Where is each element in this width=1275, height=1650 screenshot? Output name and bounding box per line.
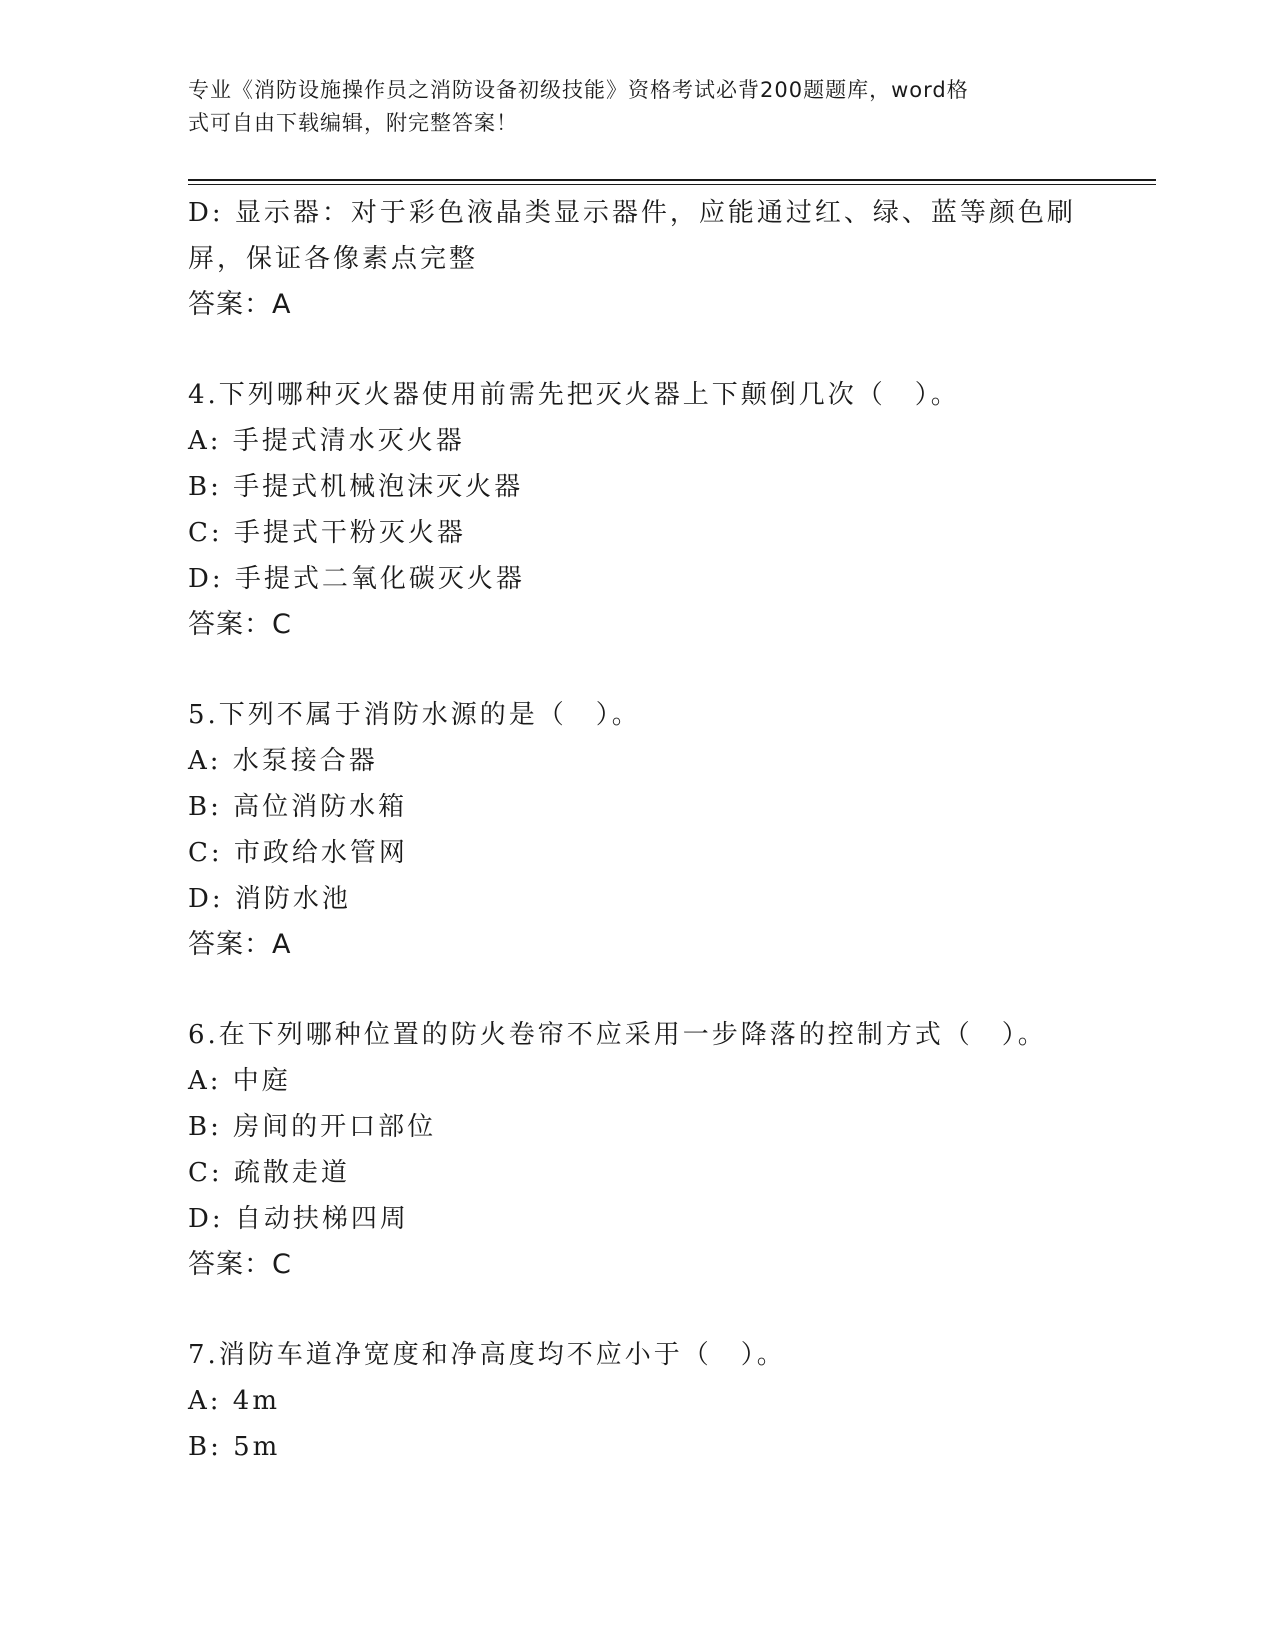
- header-line-2: 式可自由下载编辑，附完整答案！: [188, 111, 518, 135]
- document-header: [188, 74, 1068, 140]
- option-b: B: 高位消防水箱: [188, 792, 408, 822]
- question-title: 4.下列哪种灭火器使用前需先把灭火器上下颠倒几次（ ）。: [188, 380, 960, 410]
- question-7: [188, 1332, 1088, 1470]
- answer-label: 答案：A: [188, 929, 292, 960]
- option-d: D: 自动扶梯四周: [188, 1204, 409, 1234]
- question-list: [188, 190, 1088, 1470]
- question-6: [188, 1012, 1088, 1288]
- answer-label: 答案：C: [188, 609, 292, 640]
- answer-label: 答案：A: [188, 289, 292, 320]
- previous-question-tail: [188, 190, 1088, 328]
- header-divider-thin: [188, 184, 1156, 185]
- option-d: D: 消防水池: [188, 884, 351, 914]
- option-a: A: 中庭: [188, 1066, 291, 1096]
- option-b: B: 房间的开口部位: [188, 1112, 437, 1142]
- option-d-line-1: D: 显示器：对于彩色液晶类显示器件，应能通过红、绿、蓝等颜色刷: [188, 198, 1076, 228]
- header-divider-thick: [188, 179, 1156, 181]
- header-line-1: 专业《消防设施操作员之消防设备初级技能》资格考试必背200题题库，word格: [188, 78, 969, 102]
- option-c: C: 疏散走道: [188, 1158, 350, 1188]
- question-title: 7.消防车道净宽度和净高度均不应小于（ ）。: [188, 1340, 786, 1370]
- answer-label: 答案：C: [188, 1249, 292, 1280]
- option-b: B: 5m: [188, 1432, 281, 1462]
- question-4: [188, 372, 1088, 648]
- question-title: 6.在下列哪种位置的防火卷帘不应采用一步降落的控制方式（ ）。: [188, 1020, 1047, 1050]
- option-a: A: 4m: [188, 1386, 280, 1416]
- option-a: A: 水泵接合器: [188, 746, 378, 776]
- option-b: B: 手提式机械泡沫灭火器: [188, 472, 524, 502]
- option-d-line-2: 屏，保证各像素点完整: [188, 244, 479, 274]
- option-c: C: 市政给水管网: [188, 838, 408, 868]
- question-title: 5.下列不属于消防水源的是（ ）。: [188, 700, 641, 730]
- option-d: D: 手提式二氧化碳灭火器: [188, 564, 525, 594]
- option-c: C: 手提式干粉灭火器: [188, 518, 466, 548]
- question-5: [188, 692, 1088, 968]
- option-a: A: 手提式清水灭火器: [188, 426, 465, 456]
